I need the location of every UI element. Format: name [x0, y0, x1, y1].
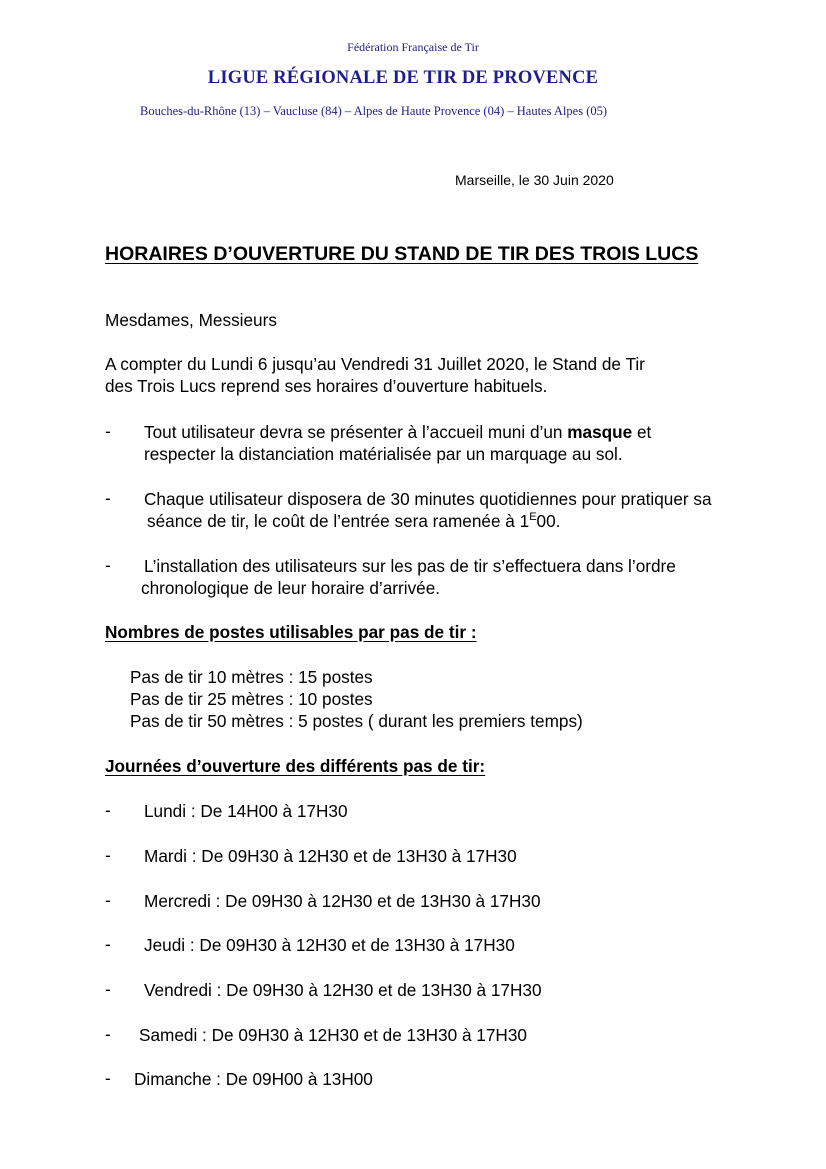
postes-line: Pas de tir 25 mètres : 10 postes — [130, 689, 373, 709]
departements-line: Bouches-du-Rhône (13) – Vaucluse (84) – Alpes de Haute Provence (04) – Hautes Alpes (05) — [140, 104, 608, 118]
postes-line: Pas de tir 10 mètres : 15 postes — [130, 667, 373, 687]
bullet-marker: - — [105, 488, 111, 508]
bullet-marker: - — [105, 800, 111, 820]
bullet-1-bold-word: masque — [567, 422, 633, 442]
bullet-marker: - — [105, 934, 111, 954]
bullet-2-line-2 — [147, 510, 560, 532]
ligue-title: LIGUE RÉGIONALE DE TIR DE PROVENCE — [207, 68, 599, 88]
bullet-3-line-2: chronologique de leur horaire d’arrivée. — [141, 578, 441, 598]
day-schedule-mercredi: Mercredi : De 09H30 à 12H30 et de 13H30 à 17H30 — [144, 891, 541, 911]
bullet-marker: - — [105, 1068, 111, 1088]
bullet-marker: - — [105, 421, 111, 441]
day-schedule-lundi: Lundi : De 14H00 à 17H30 — [144, 801, 348, 821]
bullet-marker: - — [105, 1024, 111, 1044]
bullet-1-line-2: respecter la distanciation matérialisée par un marquage au sol. — [144, 444, 623, 464]
day-schedule-dimanche: Dimanche : De 09H00 à 13H00 — [134, 1069, 373, 1089]
intro-line-1: A compter du Lundi 6 jusqu’au Vendredi 31 Juillet 2020, le Stand de Tir — [105, 354, 645, 374]
bullet-1-text-after: et — [632, 422, 652, 442]
day-schedule-jeudi: Jeudi : De 09H30 à 12H30 et de 13H30 à 17H30 — [144, 935, 515, 955]
day-schedule-samedi: Samedi : De 09H30 à 12H30 et de 13H30 à 17H30 — [139, 1025, 527, 1045]
letter-date: Marseille, le 30 Juin 2020 — [455, 172, 614, 188]
document-title: HORAIRES D’OUVERTURE DU STAND DE TIR DES TROIS LUCS — [105, 243, 699, 265]
bullet-marker: - — [105, 845, 111, 865]
bullet-2-superscript: E — [529, 511, 537, 523]
bullet-1-text-before: Tout utilisateur devra se présenter à l’accueil muni d’un — [144, 422, 568, 442]
intro-line-2: des Trois Lucs reprend ses horaires d’ouverture habituels. — [105, 376, 548, 396]
postes-line: Pas de tir 50 mètres : 5 postes ( durant les premiers temps) — [130, 711, 583, 731]
day-schedule-vendredi: Vendredi : De 09H30 à 12H30 et de 13H30 à 17H30 — [144, 980, 542, 1000]
bullet-marker: - — [105, 555, 111, 575]
bullet-1-line-1 — [144, 421, 651, 443]
bullet-marker: - — [105, 979, 111, 999]
federation-name: Fédération Française de Tir — [347, 40, 479, 54]
bullet-2-text-after: 00. — [536, 511, 561, 531]
postes-heading: Nombres de postes utilisables par pas de tir : — [105, 622, 477, 642]
day-schedule-mardi: Mardi : De 09H30 à 12H30 et de 13H30 à 17H30 — [144, 846, 517, 866]
bullet-marker: - — [105, 890, 111, 910]
bullet-2-text-before: séance de tir, le coût de l’entrée sera ramenée à 1 — [147, 511, 530, 531]
bullet-2-line-1: Chaque utilisateur disposera de 30 minutes quotidiennes pour pratiquer sa — [144, 489, 712, 509]
bullet-3-line-1: L’installation des utilisateurs sur les pas de tir s’effectuera dans l’ordre — [144, 556, 676, 576]
salutation: Mesdames, Messieurs — [105, 310, 277, 330]
journees-heading: Journées d’ouverture des différents pas de tir: — [105, 756, 486, 776]
